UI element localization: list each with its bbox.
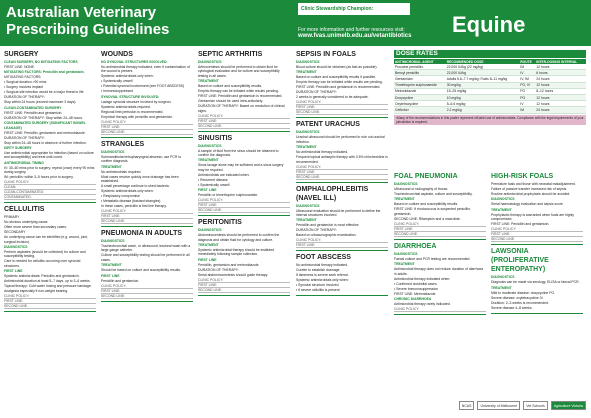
subheading: DIAGNOSTICS bbox=[198, 143, 222, 148]
partner-logo: University of Melbourne bbox=[477, 401, 520, 410]
guideline-column bbox=[491, 172, 583, 398]
dose-cell: IV bbox=[519, 70, 535, 76]
policy-line[interactable]: CONTAMINATED: bbox=[4, 195, 96, 200]
guideline-section bbox=[101, 50, 193, 138]
dose-cell: IV bbox=[519, 101, 535, 107]
policy-line[interactable]: FIRST LINE: bbox=[296, 170, 388, 175]
subheading: DIAGNOSTICS bbox=[394, 251, 418, 256]
policy-line[interactable]: SECOND LINE: bbox=[394, 232, 486, 237]
section-title: SEPTIC ARTHRITIS bbox=[198, 51, 263, 58]
guideline-text: • Systemically unwell bbox=[198, 182, 230, 187]
guideline-text: Antimicrobials are indicated when: bbox=[198, 172, 250, 177]
guideline-text: Regional limb perfusion is recommended. bbox=[101, 109, 164, 114]
dose-cell: Gentamicin² bbox=[394, 76, 446, 82]
section-title: FOAL PNEUMONIA bbox=[394, 173, 458, 180]
subheading: TREATMENT bbox=[101, 164, 122, 169]
guideline-text: SECOND LINE: Rifampicin and a macrolide. bbox=[394, 216, 461, 221]
guideline-text: DURATION OF THERAPY: bbox=[198, 267, 239, 272]
guideline-text: Curette to establish drainage. bbox=[296, 268, 341, 273]
section-title: WOUNDS bbox=[101, 51, 133, 58]
policy-line[interactable]: CLINIC POLICY: bbox=[4, 294, 96, 299]
subheading: FIRST LINE bbox=[101, 273, 120, 278]
guideline-section bbox=[296, 185, 388, 252]
dose-rates-panel bbox=[394, 50, 586, 168]
guideline-text: Systemic antimicrobial therapy should be instituted immediately following sample collection. bbox=[198, 248, 275, 257]
guideline-text: If lameness is severe seek referral. bbox=[296, 273, 349, 278]
guideline-text: FIRST LINE: If rhodococcus is suspected penicillin, gentamicin. bbox=[394, 207, 471, 216]
guideline-section bbox=[296, 120, 388, 182]
guideline-text: Penicillin and gentamicin. bbox=[101, 278, 140, 283]
policy-line[interactable]: CLINIC POLICY: bbox=[296, 238, 388, 243]
policy-line[interactable]: FIRST LINE: bbox=[296, 105, 388, 110]
subheading: FIRST LINE bbox=[198, 257, 217, 262]
dose-cell: PO bbox=[519, 94, 535, 100]
guideline-text: DURATION OF THERAPY: bbox=[296, 90, 337, 95]
guideline-section bbox=[491, 247, 583, 313]
dose-cell: 5–6.6 mg/kg bbox=[446, 101, 520, 107]
policy-line[interactable]: SECOND LINE: bbox=[198, 288, 290, 293]
guideline-text: Ultrasound or radiography of thorax. bbox=[394, 187, 449, 191]
guideline-text: Based on ultrasonographic examination. bbox=[296, 233, 357, 238]
guideline-column bbox=[198, 50, 290, 408]
guideline-text: Prophylactic therapy is warranted when foals are highly compromised. bbox=[491, 212, 574, 222]
guideline-text: Care is needed for cellulitis occurring over synovial structures. bbox=[4, 259, 81, 268]
dose-column-header: ROUTE bbox=[519, 59, 535, 64]
guideline-text: Mild to moderate disease: doxycycline PO. bbox=[491, 290, 556, 295]
policy-line[interactable]: CLINIC POLICY: bbox=[198, 114, 290, 119]
subheading: DIAGNOSTICS bbox=[491, 275, 515, 280]
page-title: Australian Veterinary Prescribing Guidelines bbox=[6, 4, 170, 38]
guideline-text: In these cases, penicillin is first line therapy. bbox=[101, 204, 167, 209]
guideline-text: • If severe cellulitis is present bbox=[296, 288, 340, 293]
policy-line[interactable]: SECOND LINE: bbox=[198, 124, 290, 129]
guideline-text: Systemic antimicrobials only when: bbox=[296, 278, 349, 283]
policy-line[interactable]: FIRST LINE: bbox=[101, 289, 193, 294]
section-title: OMPHALOPHLEBITIS (NAVEL ILL) bbox=[296, 185, 369, 202]
section-title: SURGERY bbox=[4, 51, 39, 58]
policy-line[interactable]: CLINIC POLICY: bbox=[394, 307, 486, 312]
policy-line[interactable]: FIRST LINE: bbox=[101, 214, 193, 219]
policy-line[interactable]: FIRST LINE: bbox=[101, 125, 193, 130]
subheading: TREATMENT bbox=[296, 145, 317, 150]
guideline-text: Serial haematology evaluation and sepsis score. bbox=[491, 202, 564, 207]
dose-cell: 22,000 IU/kg (22 mg/kg) bbox=[446, 64, 520, 70]
policy-line[interactable]: CLINIC POLICY: bbox=[296, 165, 388, 170]
guideline-text: IM: penicillin: within 3–5 hours prior to surgery. bbox=[4, 175, 74, 180]
policy-line[interactable]: SECOND LINE: bbox=[4, 304, 96, 309]
guideline-text: Antimicrobial therapy indicated when: bbox=[394, 276, 451, 281]
guideline-text: Severe disease: oxytetracycline IV. bbox=[491, 295, 544, 300]
guideline-text: Based on culture and susceptibility results. bbox=[198, 84, 263, 89]
guideline-text: • Systemically unwell bbox=[101, 79, 133, 84]
dose-cell: Metronidazole bbox=[394, 88, 446, 94]
guideline-section bbox=[198, 218, 290, 296]
guideline-text: Gentamicin should be used intra-articularly. bbox=[198, 99, 263, 104]
guideline-text: Abdominocentesis should be performed to confirm the diagnosis and obtain fluid for cytology and culture. bbox=[198, 233, 280, 242]
dose-column-header: INTER-DOSING INTERVAL bbox=[535, 59, 586, 64]
guideline-section bbox=[394, 242, 486, 315]
resources-link[interactable]: www.fvas.unimelb.edu.au/vetantibiotics bbox=[298, 33, 412, 39]
partner-logo: Agriculture Victoria bbox=[551, 401, 586, 410]
subheading: CLEAN-CONTAMINATED SURGERY bbox=[4, 105, 62, 110]
policy-line[interactable]: CLEAN-CONTAMINATED: bbox=[4, 190, 96, 195]
guideline-text: Often more severe than secondary cases. bbox=[4, 225, 67, 230]
subheading: DIAGNOSTICS bbox=[394, 182, 418, 186]
guideline-text: Analgesia especially if non-weight bearing. bbox=[4, 289, 69, 294]
subheading: TREATMENT bbox=[491, 207, 512, 212]
guideline-text: Culture and susceptibility testing should be performed in all cases. bbox=[101, 253, 190, 262]
policy-line[interactable]: FIRST LINE: bbox=[198, 119, 290, 124]
section-title: SEPSIS IN FOALS bbox=[296, 51, 356, 58]
guideline-text: PRIMARY bbox=[4, 215, 20, 220]
guideline-text: Tracheobronchial wash, or ultrasound, tracheal wash with a large gauge catheter. bbox=[101, 244, 191, 253]
guideline-text: Ultrasound evaluation should be performed to define the internal structures involved. bbox=[296, 208, 381, 218]
section-title: FOOT ABSCESS bbox=[296, 254, 351, 262]
policy-line[interactable]: SECOND LINE: bbox=[101, 130, 193, 135]
guideline-text: No antimicrobial therapy indicated. bbox=[296, 263, 349, 268]
guideline-text: Severe disease 4–8 weeks. bbox=[491, 305, 533, 310]
guideline-text: • Surgical duration >90 mins bbox=[4, 80, 47, 85]
guideline-column bbox=[394, 172, 486, 398]
guideline-column bbox=[296, 50, 388, 408]
subheading: CLEAN SURGERY, NO MITIGATING FACTORS bbox=[4, 60, 78, 64]
guideline-text: • Synovial structure involved bbox=[296, 283, 339, 288]
guideline-text: SECONDARY bbox=[4, 230, 26, 235]
subheading: FIRST LINE bbox=[4, 269, 23, 274]
guideline-text: • Recurrent disease bbox=[198, 177, 228, 182]
dose-cell: 30 mg/kg bbox=[446, 82, 520, 88]
section-title: PATENT URACHUS bbox=[296, 121, 360, 129]
subheading: TREATMENT bbox=[101, 263, 122, 268]
section-title: PERITONITIS bbox=[198, 219, 242, 227]
dose-cell: Ceftiofur³ bbox=[394, 107, 446, 113]
dose-cell: 24 hours bbox=[535, 107, 586, 113]
subheading: TREATMENT bbox=[394, 197, 415, 202]
guideline-text: Systemic antimicrobials only when: bbox=[101, 74, 154, 79]
dose-cell: Procaine penicillin¹ bbox=[394, 64, 446, 70]
policy-line[interactable]: CLINIC POLICY: bbox=[491, 227, 583, 232]
policy-line[interactable]: CLINIC POLICY: bbox=[101, 284, 193, 289]
guideline-section bbox=[394, 172, 486, 240]
guideline-text: FIRST LINE: Penicillin and gentamicin. bbox=[4, 110, 63, 115]
partner-logo: NCAS bbox=[459, 401, 475, 410]
guideline-text: • Surgery involves implant bbox=[4, 85, 44, 90]
policy-line[interactable]: CLEAN: bbox=[4, 185, 96, 190]
dose-rates-title: DOSE RATES bbox=[394, 50, 586, 58]
section-title: SINUSITIS bbox=[198, 134, 233, 142]
guideline-section bbox=[101, 229, 193, 302]
dose-cell: Trimethoprim sulphonamide bbox=[394, 82, 446, 88]
guideline-text: Sinus lavage alone may be sufficient and a sinus surgery may be required. bbox=[198, 163, 284, 172]
subheading: DIAGNOSTICS bbox=[296, 60, 320, 64]
policy-line[interactable]: FIRST LINE: bbox=[394, 227, 486, 232]
subheading: TREATMENT bbox=[394, 262, 415, 267]
guideline-text: Routine antimicrobial prophylaxis should be avoided. bbox=[491, 192, 571, 196]
guideline-section bbox=[296, 253, 388, 296]
subheading: NO SYNOVIAL STRUCTURES INVOLVED: bbox=[101, 60, 168, 64]
dose-cell: 15–25 mg/kg bbox=[446, 88, 520, 94]
section-title: PNEUMONIA IN ADULTS bbox=[101, 230, 183, 238]
footer-logos bbox=[394, 398, 586, 412]
dose-cell: 12 hours bbox=[535, 94, 586, 100]
dose-cell: 10 mg/kg bbox=[446, 94, 520, 100]
guideline-text: • Confirmed clostridial cases bbox=[394, 281, 437, 286]
subheading: DIAGNOSTICS bbox=[101, 239, 125, 244]
guideline-text: Empiric therapy can be initiated while results pending. bbox=[198, 89, 279, 94]
guideline-section bbox=[4, 205, 96, 312]
subheading: DIAGNOSTICS bbox=[198, 228, 222, 233]
guideline-text: Systemic antimicrobials only when: bbox=[101, 189, 154, 194]
subheading: TREATMENT bbox=[198, 243, 219, 248]
subheading: DIAGNOSTICS bbox=[296, 130, 320, 135]
section-title: DIARRHOEA bbox=[394, 242, 437, 250]
header-bar bbox=[0, 0, 591, 46]
guideline-section bbox=[296, 50, 388, 118]
guideline-text: Serial abdominocentesis should guide therapy. bbox=[198, 272, 269, 277]
guideline-section bbox=[198, 50, 290, 132]
dose-rates-table bbox=[394, 59, 586, 114]
guideline-text: Perform aspirates (should be collected) for culture and susceptibility testing. bbox=[4, 250, 86, 259]
policy-line[interactable]: CLINIC POLICY: bbox=[394, 222, 486, 227]
policy-line[interactable]: FIRST LINE: bbox=[296, 243, 388, 248]
policy-line[interactable]: SECOND LINE: bbox=[491, 237, 583, 242]
resources-lead: For more information and further resources visit: bbox=[298, 27, 405, 33]
policy-line[interactable]: CLINIC POLICY: bbox=[198, 278, 290, 283]
guideline-text: Penicillin, gentamicin and metronidazole. bbox=[198, 262, 260, 267]
guideline-text: No antimicrobial therapy indicated. bbox=[296, 150, 349, 155]
subheading: TREATMENT bbox=[198, 158, 219, 163]
guideline-text: Empirical therapy with penicillin and gentamicin. bbox=[101, 114, 173, 119]
guideline-text: • Respiratory compromise bbox=[101, 194, 140, 199]
policy-line[interactable]: CLINIC POLICY: bbox=[101, 209, 193, 214]
dose-column-header: RECOMMENDED DOSE bbox=[446, 59, 520, 64]
policy-line[interactable]: CLINIC POLICY: bbox=[101, 120, 193, 125]
dose-row bbox=[394, 107, 586, 113]
guideline-text: Topical therapy: Cold water hosing and pressure bandage. bbox=[4, 284, 92, 289]
dose-cell: 12 hours bbox=[535, 101, 586, 107]
policy-line[interactable]: FIRST LINE: bbox=[198, 283, 290, 288]
subheading: DIAGNOSTICS bbox=[296, 203, 320, 208]
subheading: FIRST LINE bbox=[198, 188, 217, 193]
guideline-section bbox=[101, 140, 193, 227]
section-title: STRANGLES bbox=[101, 140, 145, 148]
guideline-section bbox=[198, 134, 290, 217]
guideline-text: Frequent topical antiseptic therapy with 0.5% chlorhexidine is recommended. bbox=[296, 155, 388, 164]
guideline-text: Systemic antimicrobials required. bbox=[101, 104, 151, 109]
subheading: CONTAMINATED SURGERY (SIGNIFICANT BOWEL LEAKAGE) bbox=[4, 121, 86, 130]
guideline-text: Antimicrobial therapy does not reduce duration of diarrhoea in adults. bbox=[394, 267, 484, 276]
guideline-text: No obvious underlying cause. bbox=[4, 220, 49, 225]
dose-cell: IM bbox=[519, 64, 535, 70]
guideline-text: Antimicrobial therapy rarely indicated. bbox=[394, 302, 451, 307]
dose-cell: 6 hours bbox=[535, 70, 586, 76]
dose-cell: 2.2 mg/kg bbox=[446, 107, 520, 113]
subheading: DIAGNOSTICS bbox=[101, 149, 125, 154]
policy-line[interactable]: SECOND LINE: bbox=[198, 208, 290, 213]
policy-line[interactable]: SECOND LINE: bbox=[101, 294, 193, 299]
subheading: DIAGNOSTICS bbox=[4, 245, 28, 250]
dose-cell: 8–12 hours bbox=[535, 88, 586, 94]
dose-cell: 12 hours bbox=[535, 64, 586, 70]
guideline-column bbox=[101, 50, 193, 408]
dose-cell: Oxytetracycline bbox=[394, 101, 446, 107]
section-title: LAWSONIA (PROLIFERATIVE ENTEROPATHY) bbox=[491, 248, 549, 274]
guideline-text: Antimicrobial duration at least 5–7 days, up to 3–6 weeks. bbox=[4, 279, 91, 284]
guideline-text: • Metastatic disease (bastard strangles) bbox=[101, 199, 161, 204]
section-title: HIGH-RISK FOALS bbox=[491, 173, 554, 180]
policy-line[interactable]: SECOND LINE: bbox=[296, 175, 388, 180]
subheading: TREATMENT bbox=[296, 70, 317, 75]
guideline-text: FIRST LINE: Penicillin and gentamicin. bbox=[491, 222, 550, 227]
guideline-text: DURATION OF THERAPY: Based on resolution of clinical signs. bbox=[198, 104, 285, 113]
dose-cell: Benzyl penicillin bbox=[394, 70, 446, 76]
policy-line[interactable]: SECOND LINE: bbox=[296, 110, 388, 115]
guideline-text: Blood culture should be obtained (as fast as possible). bbox=[296, 65, 378, 69]
subheading: TREATMENT bbox=[491, 285, 512, 290]
guideline-text: Based on culture and susceptibility results if possible. bbox=[296, 75, 377, 80]
dose-cell: PO, IV bbox=[519, 82, 535, 88]
guideline-text: • Immunosuppressed bbox=[101, 89, 133, 94]
dose-cell: IM bbox=[519, 107, 535, 113]
guideline-text: Most cases resolve quickly once drainage has been established. bbox=[101, 174, 179, 184]
policy-line[interactable]: CLINIC POLICY: bbox=[198, 198, 290, 203]
guideline-text: Duration: 2–3 weeks is recommended. bbox=[491, 300, 549, 305]
guideline-text: Submandibular/retropharyngeal abscess; use PCR to confirm diagnosis. bbox=[101, 154, 182, 164]
guideline-text: DURATION OF THERAPY: Stop within 24–48 hours. bbox=[4, 115, 84, 120]
species-title: Equine bbox=[452, 12, 526, 37]
guideline-text: Arthrocentesis should be performed to obtain fluid for cytological evaluation and for culture and susceptibility testing in all cases. bbox=[198, 65, 280, 78]
guideline-section bbox=[491, 172, 583, 245]
section-title: CELLULITIS bbox=[4, 206, 45, 214]
subheading: CHRONIC DIARRHOEA bbox=[394, 297, 432, 302]
subheading: DIAGNOSTICS bbox=[491, 197, 515, 202]
guideline-text: Failure of passive transfer increased risk of sepsis. bbox=[491, 187, 568, 191]
subheading: DIRTY SURGERY bbox=[4, 146, 32, 151]
policy-line[interactable]: FIRST LINE: bbox=[198, 203, 290, 208]
dose-cell: PO bbox=[519, 88, 535, 94]
dose-cell: IV, IM bbox=[519, 76, 535, 82]
subheading: ANTIMICROBIAL TIMING bbox=[4, 160, 44, 165]
dose-column-header: ANTIMICROBIAL AGENT bbox=[394, 59, 446, 64]
guideline-text: • Potential synovial involvement (see FOOT ABSCESS) bbox=[101, 84, 185, 89]
guideline-text: DURATION OF THERAPY: bbox=[296, 228, 337, 233]
guideline-text: Use antimicrobial appropriate for infection (based on culture and susceptibility) and treat until cured. bbox=[4, 151, 94, 160]
policy-line[interactable]: CLINIC POLICY: bbox=[4, 180, 96, 185]
guideline-text: • Severe immunosuppression bbox=[394, 286, 439, 291]
guideline-text: IV: 30–60 mins prior to surgery; repeat (once) every 90 mins during surgery. bbox=[4, 165, 95, 175]
guideline-text: FIRST LINE: Penicillin and gentamicin is recommended. bbox=[198, 94, 283, 99]
guideline-text: DURATION OF THERAPY: bbox=[4, 95, 45, 100]
guideline-text: A sample of fluid from the sinus should be obtained to confirm the diagnosis. bbox=[198, 148, 279, 158]
guideline-text: Urachal ultrasound should be performed to rule out urachal infection. bbox=[296, 135, 385, 144]
guideline-text: Penicillin or trimethoprim sulphonamide. bbox=[198, 193, 259, 198]
guideline-text: An underlying cause can be identified (e.g. wound, joint, surgical incision). bbox=[4, 235, 89, 244]
guideline-text: FIRST LINE: Metronidazole. bbox=[394, 291, 437, 296]
dose-note: ¹Many of the recommendations in this poster represent off-label use of antimicrobials. Compliance with the legal requirements of your jurisdiction is required. bbox=[394, 115, 586, 125]
dose-cell: Adults 6.6–7.7 mg/kg; Foals 8–11 mg/kg bbox=[446, 76, 520, 82]
guideline-text: No antimicrobial therapy indicated, even if contamination of the wound is present. bbox=[101, 65, 190, 74]
guideline-column bbox=[4, 50, 96, 408]
dose-cell: 22,000 IU/kg bbox=[446, 70, 520, 76]
guideline-text: Penicillin and gentamicin is most effective. bbox=[296, 223, 360, 228]
policy-line[interactable]: CLINIC POLICY: bbox=[296, 100, 388, 105]
guideline-text: Stop within 24 hours (exceed maximum 3 days). bbox=[4, 100, 77, 105]
guideline-text: MITIGATING FACTORS: bbox=[4, 75, 42, 80]
guideline-text: FIRST LINE: NONE. bbox=[4, 65, 35, 69]
guideline-text: DURATION OF THERAPY: bbox=[4, 135, 45, 140]
guideline-text: Based on culture and susceptibility results. bbox=[394, 202, 459, 207]
guideline-text: 2 weeks is generally considered to be adequate. bbox=[296, 95, 369, 100]
policy-line[interactable]: FIRST LINE: bbox=[491, 232, 583, 237]
guideline-text: Should be based on culture and susceptibility results. bbox=[101, 268, 181, 273]
subheading: TREATMENT bbox=[198, 79, 219, 84]
partner-logo: Vet Schools bbox=[523, 401, 547, 410]
subheading: MITIGATING FACTORS: Penicillin and gentamicin. bbox=[4, 70, 85, 75]
guideline-text: A small percentage continue to shed bacteria. bbox=[101, 184, 170, 189]
guideline-text: Tracheobronchial aspirate, culture and susceptibility. bbox=[394, 192, 473, 196]
guideline-section bbox=[4, 50, 96, 203]
champion-field[interactable]: Clinic Stewardship Champion: bbox=[298, 3, 410, 15]
subheading: SYNOVIAL STRUCTURE INVOLVED: bbox=[101, 94, 160, 99]
guideline-text: • Surgical site infection would be a major threat to life bbox=[4, 90, 84, 95]
resources-text bbox=[298, 27, 430, 39]
guideline-text: Lavage synovial structure involved by surgeon. bbox=[101, 99, 172, 104]
subheading: DIAGNOSTICS bbox=[198, 60, 222, 64]
guideline-text: Stop within 24–48 hours in absence of further infection. bbox=[4, 140, 87, 145]
guideline-text: FIRST LINE: Penicillin, gentamicin and metronidazole. bbox=[4, 130, 86, 135]
guideline-text: Diagnosis can be made via serology, ELISA or faecal PCR. bbox=[491, 280, 580, 285]
dose-cell: Doxycycline bbox=[394, 94, 446, 100]
subheading: TREATMENT bbox=[296, 218, 317, 223]
guideline-text: FIRST LINE: Penicillin and gentamicin is recommended. bbox=[296, 85, 381, 90]
guideline-text: Faecal culture and PCR testing are recommended. bbox=[394, 256, 471, 261]
dose-cell: 12 hours bbox=[535, 82, 586, 88]
guideline-text: Systemic antimicrobials: Penicillin and gentamicin. bbox=[4, 274, 80, 279]
policy-line[interactable]: FIRST LINE: bbox=[4, 299, 96, 304]
guideline-text: Premature foals and those with neonatal maladjustment. bbox=[491, 182, 576, 186]
policy-line[interactable]: SECOND LINE: bbox=[101, 219, 193, 224]
guideline-text: No antimicrobials required. bbox=[101, 169, 142, 174]
dose-cell: 24 hours bbox=[535, 76, 586, 82]
guideline-text: Empiric therapy can be initiated while results are pending. bbox=[296, 80, 383, 85]
